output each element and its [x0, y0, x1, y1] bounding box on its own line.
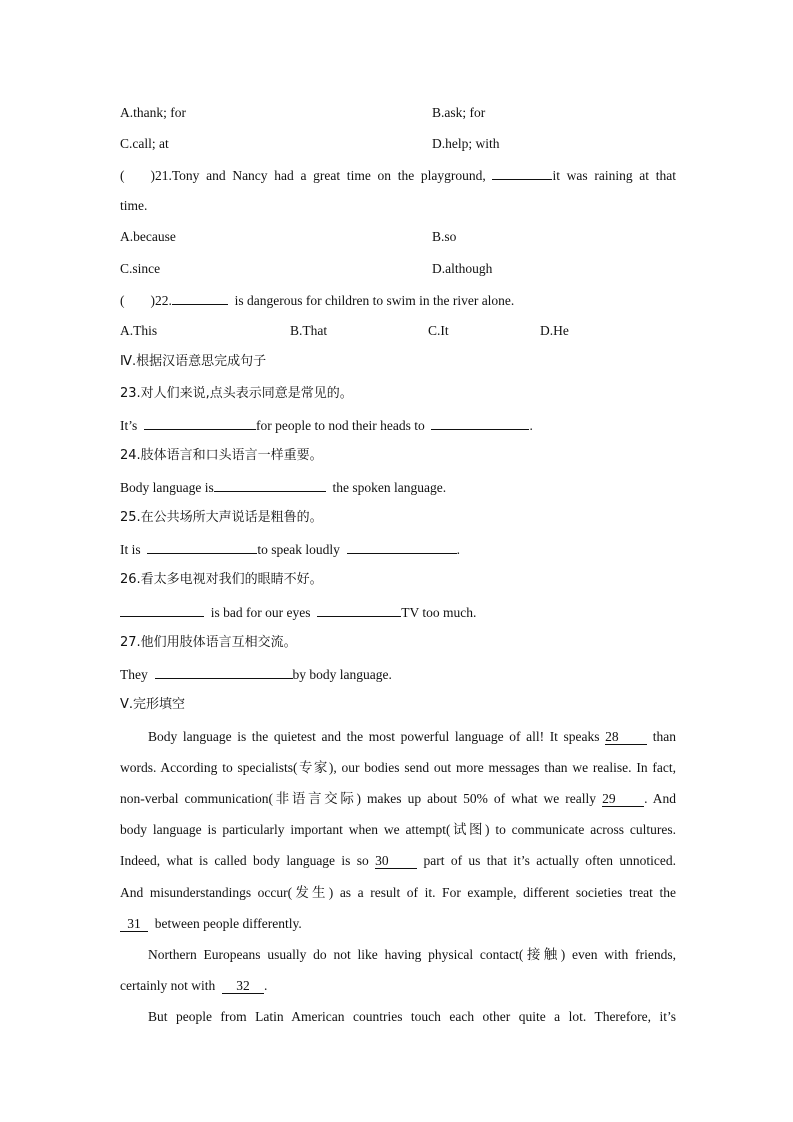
q21-stem	[120, 166, 676, 185]
passage-line-5	[120, 852, 676, 870]
q25-sentence	[120, 540, 460, 559]
passage-text: Body language is the quietest and the most powerful language of all! It speaks	[148, 729, 600, 744]
q20-option-b: B.ask; for	[432, 105, 486, 120]
q26-sentence	[120, 603, 476, 622]
q22-blank[interactable]	[172, 291, 228, 305]
passage-text: .	[263, 978, 268, 993]
passage-line-7	[120, 915, 302, 933]
q26-blank-2[interactable]	[317, 603, 401, 617]
blank-28[interactable]: 28	[605, 730, 647, 745]
passage-line-1	[120, 728, 676, 746]
q24-part1: Body language is	[120, 480, 214, 495]
q21-paren-open: (	[120, 168, 125, 183]
q25-part1: It is	[120, 542, 141, 557]
q27-chinese: 27.他们用肢体语言互相交流。	[120, 635, 297, 650]
passage-line-3	[120, 790, 676, 808]
q21-text: )21.Tony and Nancy had a great time on the playground,	[150, 168, 486, 183]
q22-text: )22.	[150, 293, 172, 308]
q22-paren-open: (	[120, 293, 125, 308]
passage-text: certainly not with	[120, 978, 216, 993]
q25-part2: to speak loudly	[257, 542, 340, 557]
section-v-title: Ⅴ.完形填空	[120, 697, 186, 712]
passage-line-4: body language is particularly important when we attempt(试图) to communicate across cultures.	[120, 822, 676, 837]
blank-31[interactable]: 31	[120, 917, 148, 932]
q22-option-a: A.This	[120, 323, 158, 338]
section-iv-title: Ⅳ.根据汉语意思完成句子	[120, 354, 267, 369]
q21-blank[interactable]	[492, 166, 552, 180]
blank-32[interactable]: 32	[222, 979, 264, 994]
q27-part1: They	[120, 667, 148, 682]
q21-option-a: A.because	[120, 229, 176, 244]
q20-option-c: C.call; at	[120, 136, 169, 151]
q26-blank-1[interactable]	[120, 603, 204, 617]
q22-stem	[120, 291, 514, 310]
q21-option-b: B.so	[432, 229, 457, 244]
q20-option-a: A.thank; for	[120, 105, 186, 120]
blank-30[interactable]: 30	[375, 854, 417, 869]
q24-sentence	[120, 478, 446, 497]
q23-blank-2[interactable]	[431, 416, 529, 430]
q26-part2: TV too much.	[401, 605, 477, 620]
q23-sentence	[120, 416, 533, 435]
q22-option-b: B.That	[290, 323, 328, 338]
q22-after: is dangerous for children to swim in the river alone.	[234, 293, 515, 308]
q25-blank-1[interactable]	[147, 540, 257, 554]
passage-text: between people differently.	[154, 916, 302, 931]
passage-text: . And	[644, 791, 676, 806]
q24-chinese: 24.肢体语言和口头语言一样重要。	[120, 448, 323, 463]
q22-option-d: D.He	[540, 323, 569, 338]
passage-line-8: Northern Europeans usually do not like having physical contact(接触) even with friends,	[148, 947, 676, 962]
q26-part1: is bad for our eyes	[210, 605, 311, 620]
passage-text: non-verbal communication(非语言交际) makes up about 50% of what we really	[120, 791, 597, 806]
q21-option-c: C.since	[120, 261, 161, 276]
passage-line-6: And misunderstandings occur(发生) as a result of it. For example, different societies treat the	[120, 885, 676, 900]
q22-option-c: C.It	[428, 323, 449, 338]
passage-text: part of us that it’s actually often unnoticed.	[423, 853, 676, 868]
q27-sentence	[120, 665, 392, 684]
q24-part2: the spoken language.	[332, 480, 447, 495]
q21-wrap: time.	[120, 198, 148, 213]
passage-text: Indeed, what is called body language is so	[120, 853, 369, 868]
passage-line-2: words. According to specialists(专家), our bodies send out more messages than we realise. In fact,	[120, 760, 676, 775]
q20-option-d: D.help; with	[432, 136, 500, 151]
q25-chinese: 25.在公共场所大声说话是粗鲁的。	[120, 510, 323, 525]
q27-blank[interactable]	[155, 665, 293, 679]
passage-line-9	[120, 977, 267, 995]
passage-line-10: But people from Latin American countries touch each other quite a lot. Therefore, it’s	[148, 1009, 676, 1024]
q24-blank[interactable]	[214, 478, 326, 492]
q23-blank-1[interactable]	[144, 416, 256, 430]
q27-part2: by body language.	[292, 667, 392, 682]
q25-blank-2[interactable]	[347, 540, 457, 554]
q23-part2: for people to nod their heads to	[256, 418, 425, 433]
passage-text: than	[652, 729, 677, 744]
q25-part3: .	[456, 542, 461, 557]
q21-option-d: D.although	[432, 261, 493, 276]
q23-part1: It’s	[120, 418, 138, 433]
blank-29[interactable]: 29	[602, 792, 644, 807]
q23-part3: .	[529, 418, 533, 433]
q21-after: it was raining at that	[552, 168, 676, 183]
q23-chinese: 23.对人们来说,点头表示同意是常见的。	[120, 386, 353, 401]
q26-chinese: 26.看太多电视对我们的眼睛不好。	[120, 572, 323, 587]
